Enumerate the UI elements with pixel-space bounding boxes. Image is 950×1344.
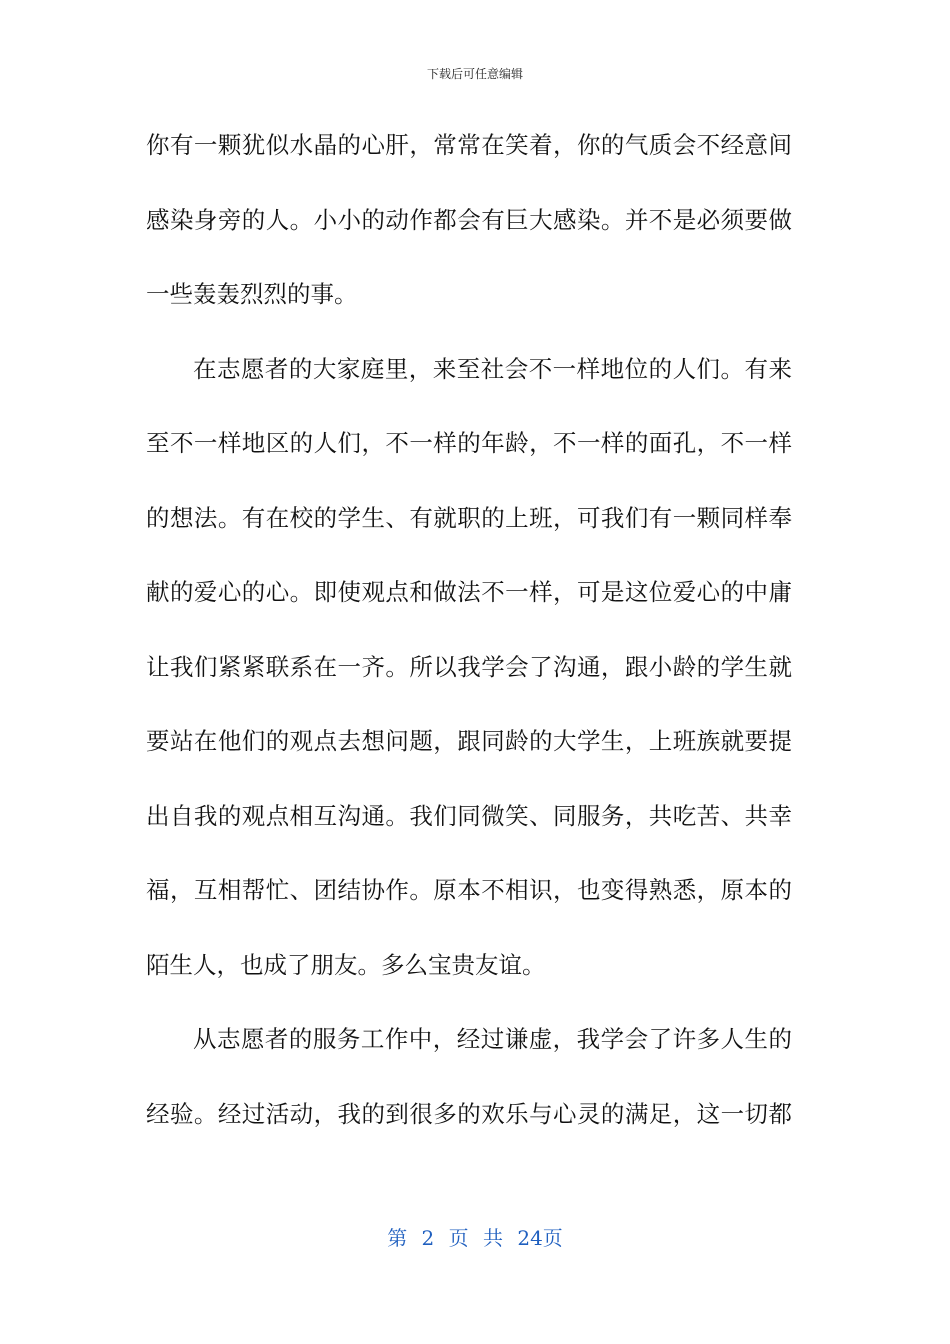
footer-page-number: 2	[421, 1226, 435, 1250]
paragraph-line: 出自我的观点相互沟通。我们同微笑、同服务，共吃苦、共幸	[146, 801, 792, 830]
paragraph-line: 在志愿者的大家庭里，来至社会不一样地位的人们。有来	[193, 354, 792, 383]
footer-total: 24页	[517, 1226, 563, 1250]
paragraph-line: 献的爱心的心。即使观点和做法不一样，可是这位爱心的中庸	[146, 578, 792, 606]
paragraph-line: 你有一颗犹似水晶的心肝，常常在笑着，你的气质会不经意间	[146, 131, 792, 159]
paragraph-line: 经验。经过活动，我的到很多的欢乐与心灵的满足，这一切都	[146, 1099, 792, 1128]
paragraph-line: 福，互相帮忙、团结协作。原本不相识，也变得熟悉，原本的	[146, 876, 792, 904]
body-text	[146, 125, 792, 1168]
paragraph-line: 要站在他们的观点去想问题，跟同龄的大学生，上班族就要提	[146, 727, 792, 755]
footer-di: 第	[387, 1226, 408, 1250]
page-header: 下载后可任意编辑	[426, 67, 523, 81]
paragraph-line: 陌生人，也成了朋友。多么宝贵友谊。	[146, 950, 546, 979]
paragraph-line: 从志愿者的服务工作中，经过谦虚，我学会了许多人生的	[193, 1025, 792, 1053]
page-footer	[0, 1224, 950, 1252]
paragraph-line: 至不一样地区的人们，不一样的年龄，不一样的面孔，不一样	[146, 429, 792, 457]
footer-ye: 页	[448, 1226, 469, 1250]
footer-gong: 共	[483, 1226, 503, 1250]
paragraph-line: 的想法。有在校的学生、有就职的上班，可我们有一颗同样奉	[146, 503, 792, 532]
paragraph-line: 感染身旁的人。小小的动作都会有巨大感染。并不是必须要做	[146, 205, 792, 234]
paragraph-line: 让我们紧紧联系在一齐。所以我学会了沟通，跟小龄的学生就	[146, 652, 792, 681]
paragraph-line: 一些轰轰烈烈的事。	[146, 280, 358, 308]
